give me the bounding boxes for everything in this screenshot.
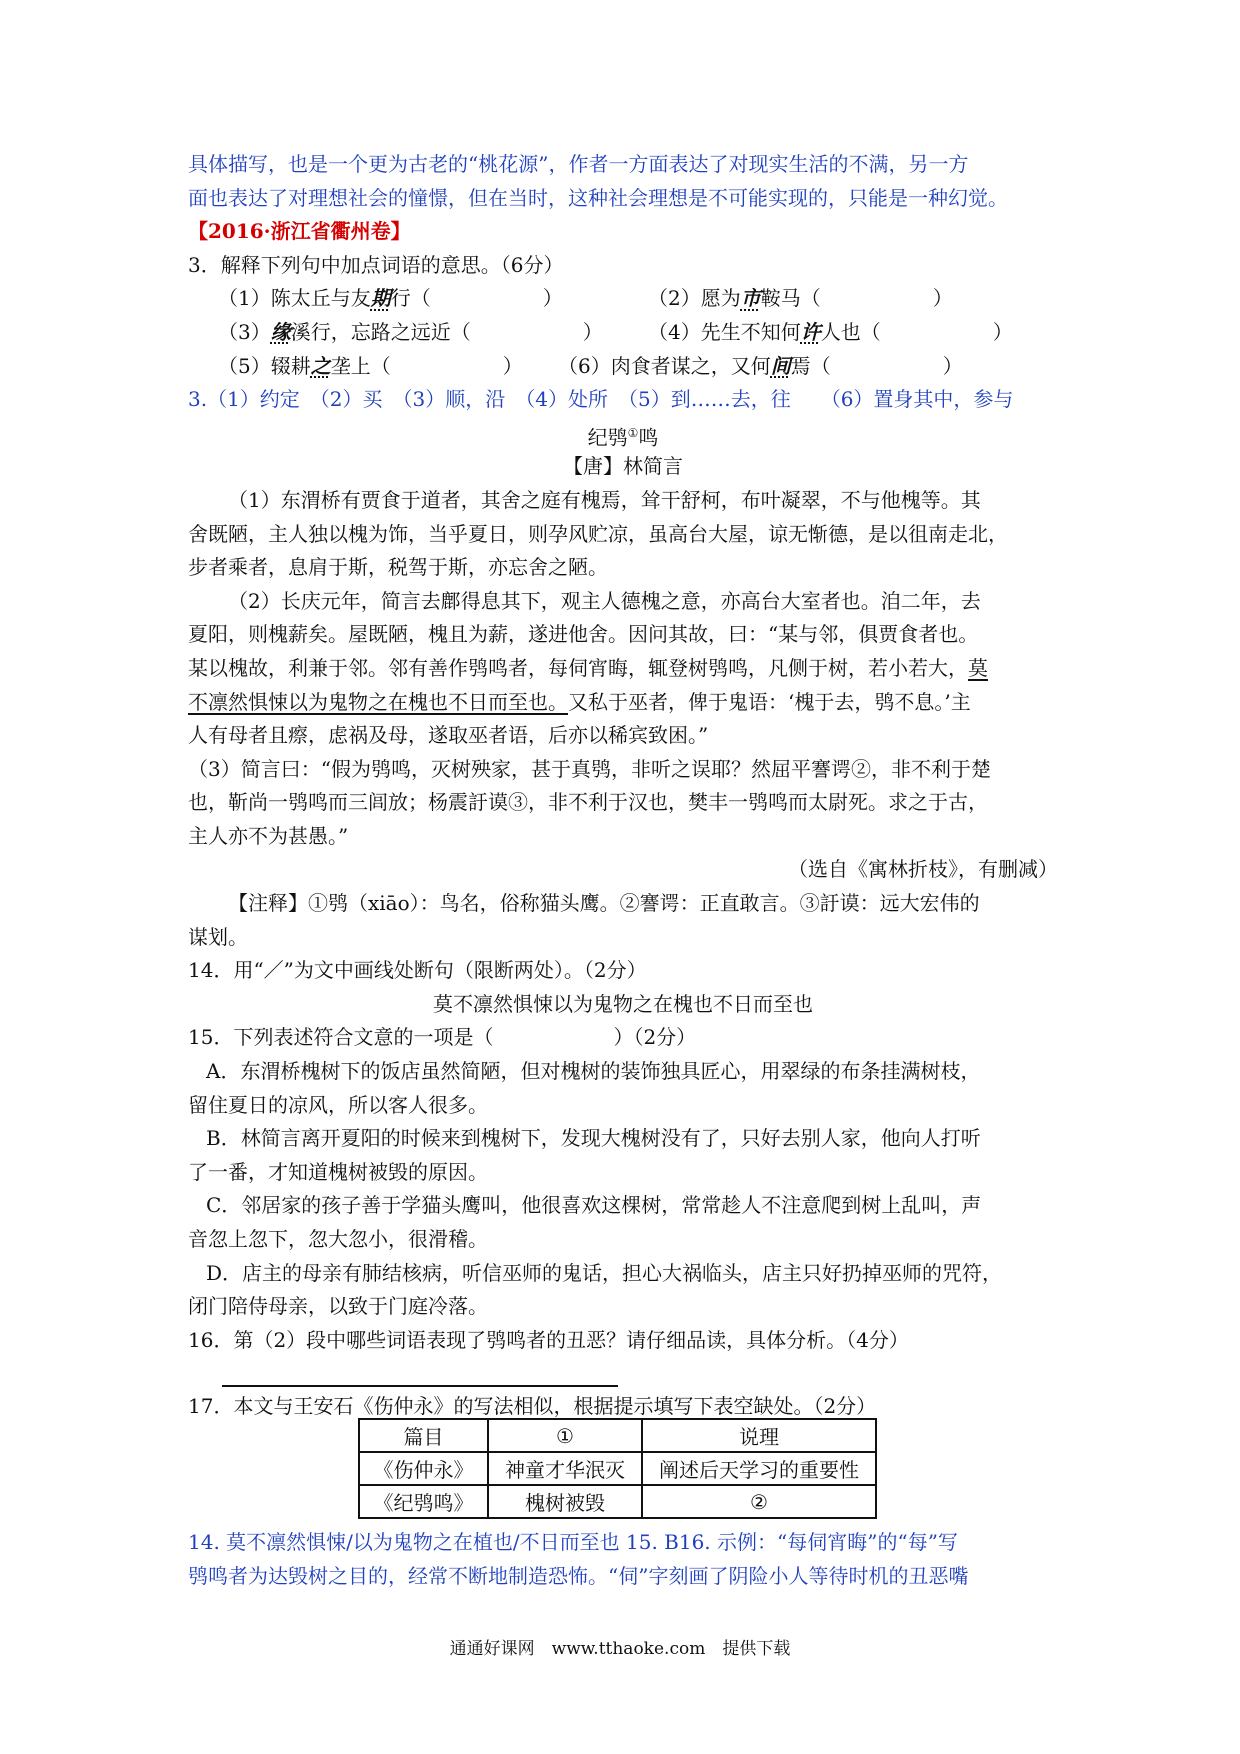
page-footer: 通通好课网 www.tthaoke.com 提供下载 — [449, 1639, 791, 1659]
passage-source: （选自《寓林折枝》，有删减） — [788, 857, 1058, 882]
passage-notes: 谋划。 — [188, 924, 248, 949]
passage-line: 步者乘者，息肩于斯，税驾于斯，亦忘舍之陋。 — [188, 555, 608, 580]
q15-option-a: 留住夏日的凉风，所以客人很多。 — [188, 1092, 488, 1117]
passage-line: （3）简言曰：“假为鸮鸣，灭树殃家，甚于真鸮，非听之误耶？然屈平謇谔②，非不利于楚 — [188, 756, 991, 781]
answer-text: 鸮鸣者为达毁树之目的，经常不断地制造恐怖。“伺”字刻画了阴险小人等待时机的丑恶嘴 — [188, 1563, 969, 1588]
question-3-stem: 3．解释下列句中加点词语的意思。（6分） — [188, 252, 564, 277]
table-cell: ① — [488, 1419, 642, 1452]
underlined-sentence: 莫 — [968, 655, 988, 680]
q3-item-1: （1）陈太丘与友期行（ ） — [218, 286, 563, 311]
bottom-answers — [188, 1526, 1058, 1593]
q15-option-c: 音忽上忽下，忽大忽小，很滑稽。 — [188, 1227, 488, 1251]
table-row — [359, 1419, 876, 1452]
q15-option-d: 闭门陪侍母亲，以致于门庭冷落。 — [188, 1294, 488, 1319]
answer-text: 面也表达了对理想社会的憧憬，但在当时，这种社会理想是不可能实现的，只能是一种幻觉。 — [188, 185, 1008, 210]
table-cell: 槐树被毁 — [488, 1485, 642, 1518]
question-3-row — [188, 350, 1058, 384]
question-3-row — [188, 316, 1058, 350]
source-tag: 【2016·浙江省衢州卷】 — [188, 219, 411, 244]
passage-line: （1）东渭桥有贾食于道者，其舍之庭有槐焉，耸干舒柯，布叶凝翠，不与他槐等。其 — [228, 487, 981, 512]
passage-line: 也，靳尚一鸮鸣而三闾放；杨震訏谟③，非不利于汉也，樊丰一鸮鸣而太尉死。求之于古， — [188, 790, 988, 815]
passage-notes: 【注释】①鸮（xiāo）：鸟名，俗称猫头鹰。②謇谔：正直敢言。③訏谟：远大宏伟的 — [228, 891, 980, 916]
q15-option-b: 了一番，才知道槐树被毁的原因。 — [188, 1159, 488, 1184]
document-page — [188, 148, 1058, 1357]
table-cell: 阐述后天学习的重要性 — [642, 1452, 876, 1485]
passage-line: 主人亦不为甚愚。” — [188, 823, 349, 848]
table-cell: 篇目 — [359, 1419, 488, 1452]
answer-text: 14. 莫不凛然惧悚/以为鬼物之在植也/不日而至也 15. B16. 示例：“每伺宵晦”的“每”写 — [188, 1530, 958, 1554]
underlined-sentence: 不凛然惧悚以为鬼物之在槐也不日而至也。 — [188, 689, 568, 714]
question-3-row — [188, 282, 1058, 316]
table-cell: 《纪鸮鸣》 — [359, 1485, 488, 1518]
table-row — [359, 1452, 876, 1485]
passage-line: （2）长庆元年，简言去鄜得息其下，观主人德槐之意，亦高台大室者也。洎二年，去 — [228, 588, 981, 613]
table-cell: ② — [642, 1485, 876, 1518]
question-16-stem: 16．第（2）段中哪些词语表现了鸮鸣者的丑恶？请仔细品读，具体分析。（4分） — [188, 1327, 909, 1352]
passage-line: 夏阳，则槐薪矣。屋既陋，槐且为薪，遂进他舍。因问其故，曰：“某与邻，俱贾食者也。 — [188, 622, 979, 647]
passage-title: 纪鸮①鸣 — [587, 425, 659, 450]
question-17-stem: 17．本文与王安石《伤仲永》的写法相似，根据提示填写下表空缺处。（2分） — [188, 1394, 877, 1418]
question-14-sentence: 莫不凛然惧悚以为鬼物之在槐也不日而至也 — [433, 991, 813, 1016]
passage-line: 人有母者且瘵，虑祸及母，遂取巫者语，后亦以稀宾致困。” — [188, 723, 709, 748]
q3-item-2: （2）愿为市鞍马（ ） — [648, 286, 953, 311]
q3-answer: 3.（1）约定 （2）买 （3）顺，沿 （4）处所 （5）到……去，往 （6）置身其中，参与 — [188, 387, 1014, 412]
question-14-stem: 14．用“／”为文中画线处断句（限断两处）。（2分） — [188, 958, 647, 983]
table-row — [359, 1485, 876, 1518]
passage-author: 【唐】林简言 — [563, 454, 683, 479]
q15-option-d: D．店主的母亲有肺结核病，听信巫师的鬼话，担心大祸临头，店主只好扔掉巫师的咒符， — [206, 1260, 1003, 1285]
answer-blank-line — [222, 1385, 618, 1387]
table-cell: 神童才华泯灭 — [488, 1452, 642, 1485]
passage-line: 不凛然惧悚以为鬼物之在槐也不日而至也。又私于巫者，俾于鬼语：‘槐于去，鸮不息。’主 — [188, 689, 971, 714]
q3-item-4: （4）先生不知何许人也（ ） — [648, 319, 1013, 344]
passage-line: 舍既陋，主人独以槐为饰，当乎夏日，则孕风贮凉，虽高台大屋，谅无惭德，是以徂南走北， — [188, 521, 1008, 546]
q3-item-3: （3）缘溪行，忘路之远近（ ） — [218, 319, 603, 344]
question-15-stem: 15．下列表述符合文意的一项是（ ）（2分） — [188, 1025, 697, 1050]
q15-option-b: B．林简言离开夏阳的时候来到槐树下，发现大槐树没有了，只好去别人家，他向人打听 — [206, 1126, 981, 1151]
table-cell: 说理 — [642, 1419, 876, 1452]
answer-text: 具体描写，也是一个更为古老的“桃花源”，作者一方面表达了对现实生活的不满，另一方 — [188, 152, 969, 176]
q17-table — [358, 1418, 877, 1519]
q3-item-5: （5）辍耕之垄上（ ） — [218, 353, 523, 378]
q3-item-6: （6）肉食者谋之，又何间焉（ ） — [558, 353, 963, 378]
q15-option-a: A．东渭桥槐树下的饭店虽然简陋，但对槐树的装饰独具匠心，用翠绿的布条挂满树枝， — [206, 1059, 981, 1084]
q15-option-c: C．邻居家的孩子善于学猫头鹰叫，他很喜欢这棵树，常常趁人不注意爬到树上乱叫，声 — [206, 1193, 982, 1218]
passage-line: 某以槐故，利兼于邻。邻有善作鸮鸣者，每伺宵晦，辄登树鸮鸣，凡侧于树，若小若大，莫 — [188, 655, 988, 680]
table-cell: 《伤仲永》 — [359, 1452, 488, 1485]
